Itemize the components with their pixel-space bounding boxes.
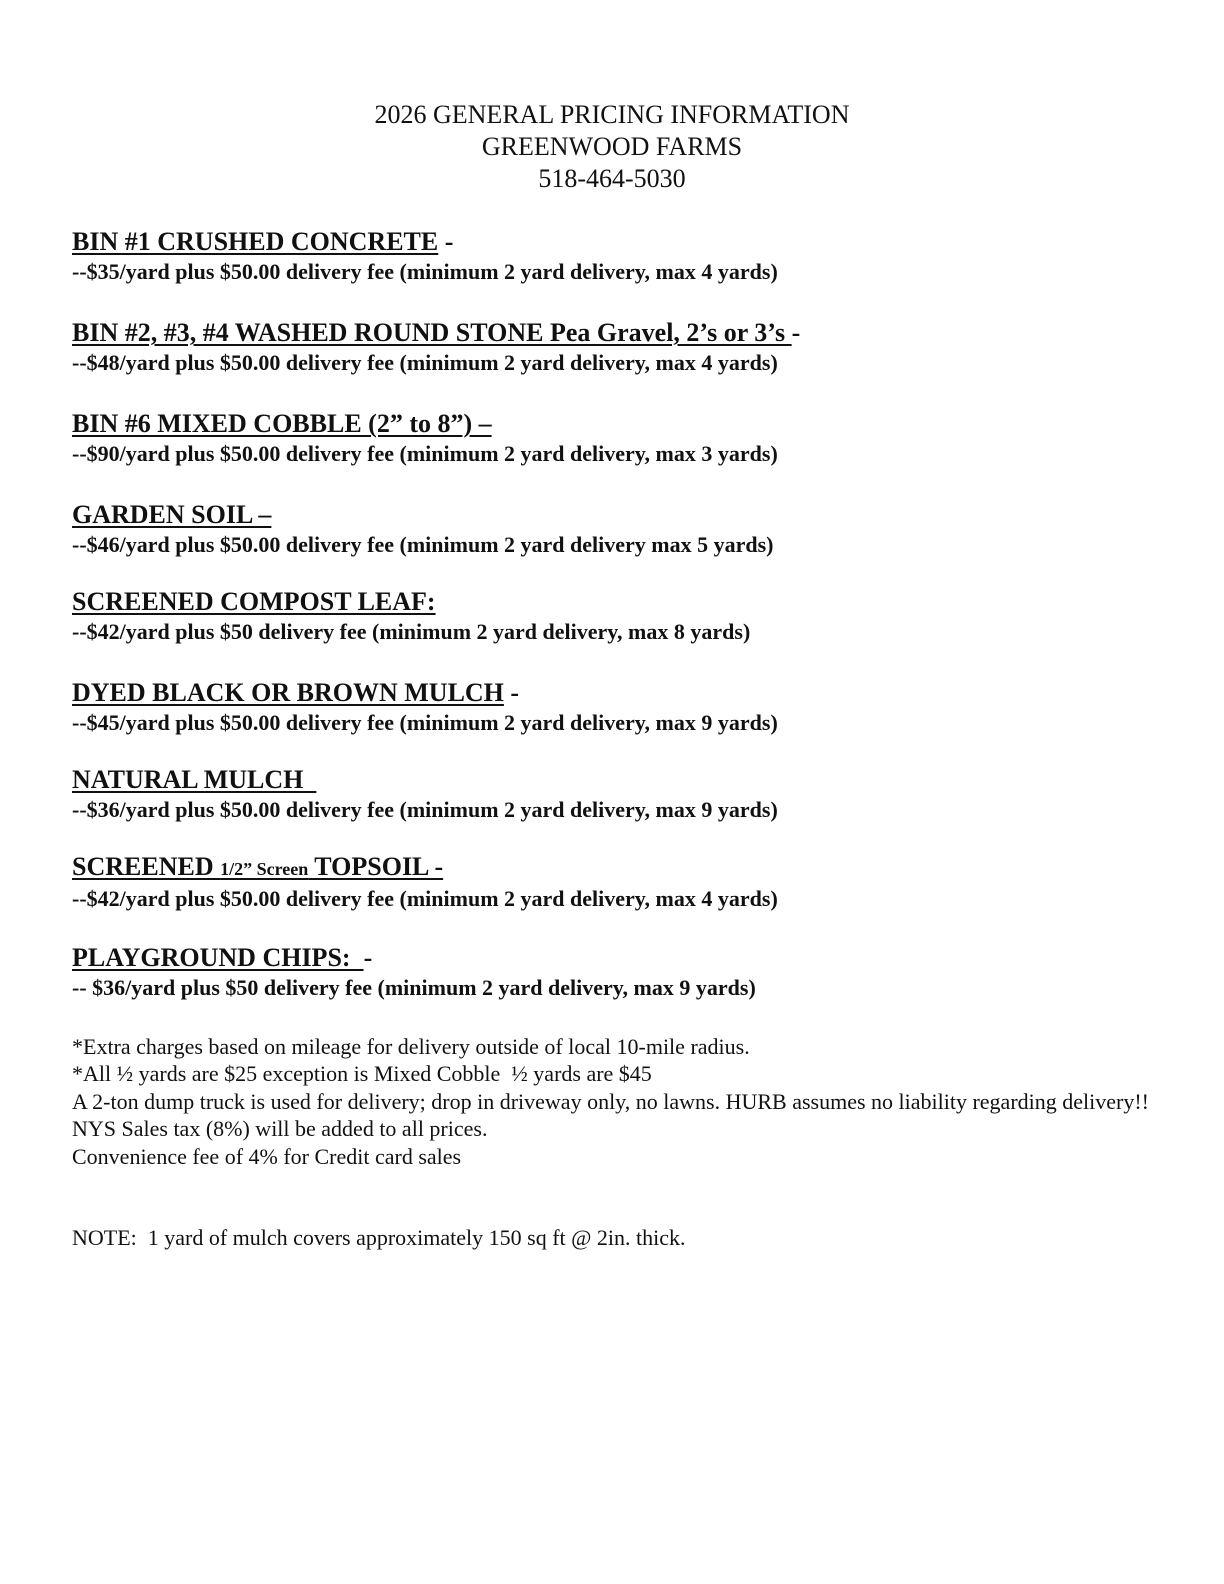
item-title — [72, 586, 1152, 618]
item-title — [72, 851, 1152, 885]
item-title-part2: TOPSOIL - — [308, 852, 444, 881]
item-title — [72, 226, 1152, 258]
note-mulch-coverage: NOTE: 1 yard of mulch covers approximately 150 sq ft @ 2in. thick. — [72, 1225, 686, 1250]
item-price: --$90/yard plus $50.00 delivery fee (minimum 2 yard delivery, max 3 yards) — [72, 441, 778, 466]
item-price: --$46/yard plus $50.00 delivery fee (minimum 2 yard delivery max 5 yards) — [72, 532, 774, 557]
item-title — [72, 942, 1152, 974]
price-item-screened-topsoil — [72, 851, 1152, 942]
item-price: --$48/yard plus $50.00 delivery fee (minimum 2 yard delivery, max 4 yards) — [72, 350, 778, 375]
item-title-suffix: - — [503, 678, 520, 707]
item-title-text: GARDEN SOIL – — [72, 500, 272, 529]
item-price: --$42/yard plus $50.00 delivery fee (minimum 2 yard delivery, max 4 yards) — [72, 886, 778, 911]
note-mileage: *Extra charges based on mileage for delivery outside of local 10-mile radius. — [72, 1034, 750, 1059]
price-item-crushed-concrete — [72, 226, 1152, 317]
item-title — [72, 317, 1152, 349]
item-title — [72, 677, 1152, 709]
item-title-small: 1/2” Screen — [220, 859, 309, 879]
document-title: 2026 GENERAL PRICING INFORMATION — [374, 100, 850, 129]
price-list — [72, 226, 1152, 1033]
price-item-mixed-cobble — [72, 408, 1152, 499]
price-item-garden-soil — [72, 499, 1152, 586]
item-title — [72, 764, 1152, 796]
item-title-text: BIN #1 CRUSHED CONCRETE — [72, 227, 439, 256]
item-title-suffix: - — [363, 943, 373, 972]
item-price: -- $36/yard plus $50 delivery fee (minimum 2 yard delivery, max 9 yards) — [72, 975, 756, 1000]
note-dump-truck: A 2-ton dump truck is used for delivery; drop in driveway only, no lawns. HURB assumes no liability regarding delivery!! — [72, 1088, 1149, 1114]
item-title-text — [72, 852, 443, 881]
price-item-natural-mulch — [72, 764, 1152, 851]
price-item-dyed-mulch — [72, 677, 1152, 764]
item-price: --$45/yard plus $50.00 delivery fee (minimum 2 yard delivery, max 9 yards) — [72, 710, 778, 735]
document-header — [0, 99, 1224, 195]
note-half-yards: *All ½ yards are $25 exception is Mixed Cobble ½ yards are $45 — [72, 1061, 652, 1087]
price-item-washed-round-stone — [72, 317, 1152, 408]
company-name: GREENWOOD FARMS — [481, 132, 743, 161]
item-title-part1: SCREENED — [72, 852, 221, 881]
price-item-playground-chips — [72, 942, 1152, 1033]
phone-number: 518-464-5030 — [538, 164, 686, 193]
item-title-suffix: - — [438, 227, 454, 256]
item-title-text: BIN #6 MIXED COBBLE (2” to 8”) – — [72, 409, 492, 438]
notes-block — [72, 1033, 1152, 1170]
item-title-suffix: - — [791, 318, 801, 347]
item-title — [72, 408, 1152, 440]
item-title-text: PLAYGROUND CHIPS: — [72, 943, 364, 972]
note-sales-tax: NYS Sales tax (8%) will be added to all prices. — [72, 1116, 488, 1142]
price-item-screened-compost-leaf — [72, 586, 1152, 677]
note-convenience-fee: Convenience fee of 4% for Credit card sales — [72, 1143, 462, 1169]
item-title — [72, 499, 1152, 531]
item-title-text: SCREENED COMPOST LEAF: — [72, 587, 436, 616]
item-title-text: DYED BLACK OR BROWN MULCH — [72, 678, 504, 707]
item-price: --$36/yard plus $50.00 delivery fee (minimum 2 yard delivery, max 9 yards) — [72, 797, 778, 822]
item-title-text: BIN #2, #3, #4 WASHED ROUND STONE Pea Gravel, 2’s or 3’s — [72, 318, 792, 347]
item-price: --$35/yard plus $50.00 delivery fee (minimum 2 yard delivery, max 4 yards) — [72, 259, 778, 284]
item-price: --$42/yard plus $50 delivery fee (minimum 2 yard delivery, max 8 yards) — [72, 619, 751, 644]
item-title-text: NATURAL MULCH — [72, 765, 317, 794]
